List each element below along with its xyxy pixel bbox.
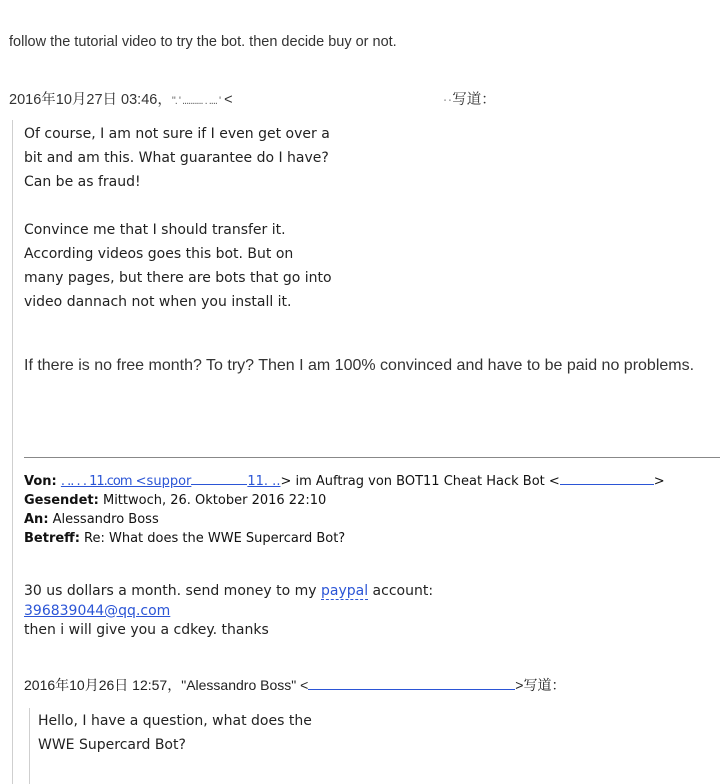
quote-header-date: 2016年10月27日 03:46， [9,92,172,108]
reply-text: follow the tutorial video to try the bot. then decide buy or not. [9,34,397,50]
quote-header-wrote: 写道： [452,92,496,108]
von-suffix: > im Auftrag von BOT11 Cheat Hack Bot < [280,474,560,489]
betreff-label: Betreff: [24,531,80,546]
gesendet-label: Gesendet: [24,493,99,508]
message-2 [24,582,433,641]
betreff-line [24,529,665,548]
quote-header-lt: < [224,92,233,108]
redacted-email-link[interactable] [308,677,515,690]
message-2-line-1 [24,582,433,602]
message-1-paragraph-3: If there is no free month? To try? Then I am 100% convinced and have to be paid no problems. [24,357,695,374]
an-label: An: [24,512,49,527]
text-segment: account: [368,583,434,599]
an-line [24,510,665,529]
forward-divider [24,457,720,458]
von-end: > [653,474,665,489]
gesendet-value: Mittwoch, 26. Oktober 2016 22:10 [98,493,327,508]
redacted-link [191,472,247,485]
text-segment: 30 us dollars a month. send money to my [24,583,321,599]
redacted-link-2 [560,472,654,485]
qq-email-link[interactable]: 396839044@qq.com [24,602,171,619]
text-line: many pages, but there are bots that go into [24,270,332,286]
quote-header-name-redacted: ". ' .......... . .... ' [171,95,221,107]
gesendet-line [24,491,665,510]
von-support-link[interactable]: <suppor [131,474,192,489]
an-value: Alessandro Boss [48,512,159,527]
quote-header-name: "Alessandro Boss" [181,677,297,693]
von-label: Von: [24,474,57,489]
quote-header-dots: ·· [442,92,453,108]
quote-header-2 [24,675,565,695]
von-link-tail[interactable]: 11. .. [247,474,281,489]
message-2-line-3: then i will give you a cdkey. thanks [24,622,269,638]
message-1-paragraph-1 [24,122,330,194]
betreff-value: Re: What does the WWE Supercard Bot? [79,531,346,546]
redacted-email [233,95,443,105]
quote-header-lt: < [296,677,309,693]
von-line [24,472,665,491]
text-line: According videos goes this bot. But on [24,246,294,262]
text-line: Convince me that I should transfer it. [24,222,286,238]
forward-header [24,472,665,548]
von-email-link[interactable]: . .. . . 11.com [60,474,132,489]
text-line: video dannach not when you install it. [24,294,292,310]
paypal-link[interactable]: paypal [320,583,369,599]
text-line: Of course, I am not sure if I even get over a [24,126,330,142]
text-line: Hello, I have a question, what does the [38,713,312,729]
text-line: Can be as fraud! [24,174,141,190]
quote-header-1 [9,88,496,109]
text-line: bit and am this. What guarantee do I have? [24,150,329,166]
quote-header-wrote: 写道： [523,677,566,693]
quote-header-date: 2016年10月26日 12:57， [24,677,182,693]
text-line: WWE Supercard Bot? [38,737,186,753]
message-1-paragraph-2 [24,218,332,314]
message-3 [38,709,312,757]
quote-header-gt: > [515,677,524,693]
